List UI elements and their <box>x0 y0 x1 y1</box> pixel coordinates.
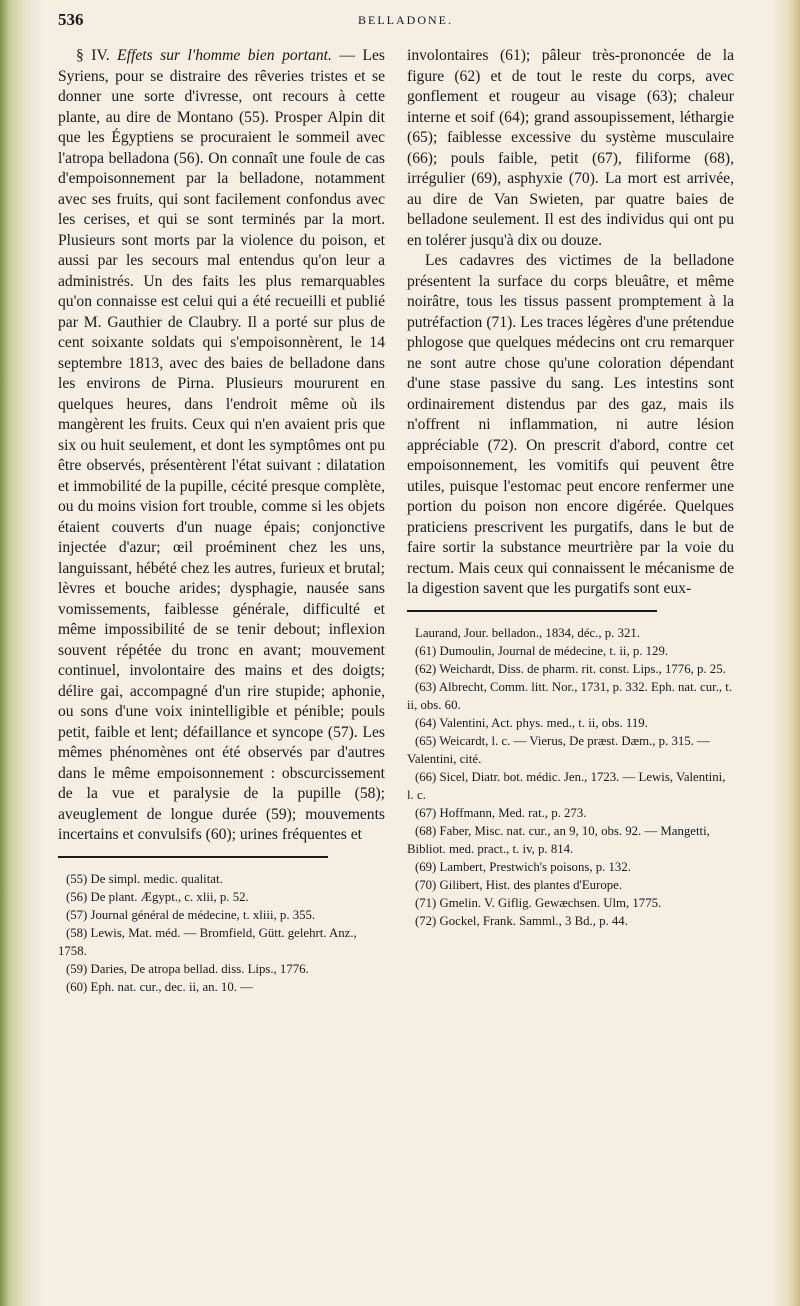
footnote: (61) Dumoulin, Journal de médecine, t. ii, p. 129. <box>415 643 669 658</box>
section-mark: § IV. <box>76 47 110 64</box>
left-column <box>58 46 385 996</box>
footnote: (58) Lewis, Mat. méd. — Bromfield, Gütt. gelehrt. Anz., 1758. <box>58 925 357 958</box>
footnote: Laurand, Jour. belladon., 1834, déc., p. 321. <box>415 625 640 640</box>
footnote: (66) Sicel, Diatr. bot. médic. Jen., 1723. — Lewis, Valentini, l. c. <box>407 769 726 802</box>
footnote: (56) De plant. Ægypt., c. xlii, p. 52. <box>66 889 249 904</box>
footnote: (63) Albrecht, Comm. litt. Nor., 1731, p. 332. Eph. nat. cur., t. ii, obs. 60. <box>407 679 733 712</box>
footnote: (57) Journal général de médecine, t. xliii, p. 355. <box>66 907 316 922</box>
footnotes-left <box>58 870 385 996</box>
left-paragraph-text: — Les Syriens, pour se distraire des rêveries tristes et se donner une sorte d'ivresse, ont recours à cette plante, au dire de Montano (55). Prosper Alpin dit que les Égyptiens se procuraient le sommeil avec l'atropa belladona (56). On connaît une foule de cas d'empoisonnement par la belladone, notamment avec ses fruits, qui sont facilement confondus avec les cerises, et qui se sont terminés par la mort. Plusieurs sont morts par la violence du poison, et aussi par les secours mal entendus qu'on leur a administrés. Un des faits les plus remarquables qu'on connaisse est celui qui a été recueilli et publié par M. Gauthier de Claubry. Il a porté sur plus de cent soixante soldats qui s'empoisonnèrent, le 14 septembre 1813, avec des baies de belladone dans les environs de Pirna. Plusieurs moururent en quelques heures, dans l'endroit même où ils mangèrent les fruits. Ceux qui n'en avaient pris que six ou huit seulement, et dont les symptômes ont pu être observés, présentèrent l'état suivant : dilatation et immobilité de la pupille, cécité presque complète, ou du moins vision fort trouble, comme si les objets étaient couverts d'un nuage épais; conjonctive injectée d'azur; œil proéminent chez les uns, languissant, hébété chez les autres, furieux et brutal; lèvres et bouche arides; dysphagie, nausée sans vomissements, faiblesse générale, difficulté et même impossibilité de se tenir debout; inflexion souvent répétée du tronc en avant; mouvement continuel, involontaire des mains et des doigts; délire gai, accompagné d'un rire stupide; aphonie, ou sons d'une voix inintelligible et pénible; pouls petit, faible et lent; défaillance et syncope (57). Les mêmes phénomènes ont été observés par d'autres dans le même empoisonnement : obscurcissement de la vue et paralysie de la pupille (58); aveuglement de longue durée (59); mouvements incertains et convulsifs (60); urines fréquentes et <box>58 47 385 843</box>
footnote: (70) Gilibert, Hist. des plantes d'Europe. <box>415 877 623 892</box>
section-title: Effets sur l'homme bien portant. <box>117 47 332 64</box>
footnote: (64) Valentini, Act. phys. med., t. ii, obs. 119. <box>415 715 648 730</box>
footnote: (72) Gockel, Frank. Samml., 3 Bd., p. 44. <box>415 913 628 928</box>
running-title: BELLADONE. <box>358 13 453 27</box>
footnote: (62) Weichardt, Diss. de pharm. rit. const. Lips., 1776, p. 25. <box>415 661 726 676</box>
footnote: (60) Eph. nat. cur., dec. ii, an. 10. — <box>66 979 253 994</box>
footnote-rule-right <box>407 610 657 612</box>
page-header <box>58 10 760 34</box>
footnote: (69) Lambert, Prestwich's poisons, p. 132. <box>415 859 631 874</box>
footnote: (67) Hoffmann, Med. rat., p. 273. <box>415 805 587 820</box>
footnote-rule-left <box>58 856 328 858</box>
footnote: (71) Gmelin. V. Giflig. Gewæchsen. Ulm, 1775. <box>415 895 662 910</box>
left-main-paragraph <box>58 46 385 846</box>
footnotes-right <box>407 624 734 930</box>
footnote: (59) Daries, De atropa bellad. diss. Lips., 1776. <box>66 961 309 976</box>
page-edge-right <box>772 0 800 1306</box>
footnote: (65) Weicardt, l. c. — Vierus, De præst. Dæm., p. 315. — Valentini, cité. <box>407 733 710 766</box>
page-binding-edge-left <box>0 0 44 1306</box>
page-number: 536 <box>58 10 84 29</box>
right-paragraph-cadavres: Les cadavres des victimes de la belladone présentent la surface du corps bleuâtre, et même noirâtre, tous les tissus passent promptement à la putréfaction (71). Les traces légères d'une prétendue phlogose que quelques médecins ont cru remarquer ne sont autre chose qu'une coloration dépendant d'une stase passive du sang. Les intestins sont ordinairement distendus par des gaz, mais ils n'offrent ni inflammation, ni autre lésion appréciable (72). On prescrit d'abord, contre cet empoisonnement, les vomitifs qui peuvent être utiles, puisque l'estomac peut encore renfermer une portion du poison non encore digérée. Quelques praticiens prescrivent les purgatifs, dans le but de faire sortir la substance meurtrière par la voie du rectum. Mais ceux qui connaissent le mécanisme de la digestion savent que les purgatifs sont eux- <box>407 252 734 597</box>
footnote: (68) Faber, Misc. nat. cur., an 9, 10, obs. 92. — Mangetti, Bibliot. med. pract., t. iv, p. 814. <box>407 823 710 856</box>
footnote: (55) De simpl. medic. qualitat. <box>66 871 223 886</box>
right-paragraph-continued: involontaires (61); pâleur très-prononcée de la figure (62) et de tout le reste du corps, avec gonflement et rougeur au visage (63); chaleur interne et soif (64); grand assoupissement, léthargie (65); faiblesse excessive du système musculaire (66); pouls faible, petit (67), filiforme (68), irrégulier (69), asphyxie (70). La mort est arrivée, au dire de Van Swieten, par quatre baies de belladone seulement. Il est des individus qui ont pu en tolérer jusqu'à dix ou douze. <box>407 47 734 249</box>
right-column <box>407 46 734 930</box>
